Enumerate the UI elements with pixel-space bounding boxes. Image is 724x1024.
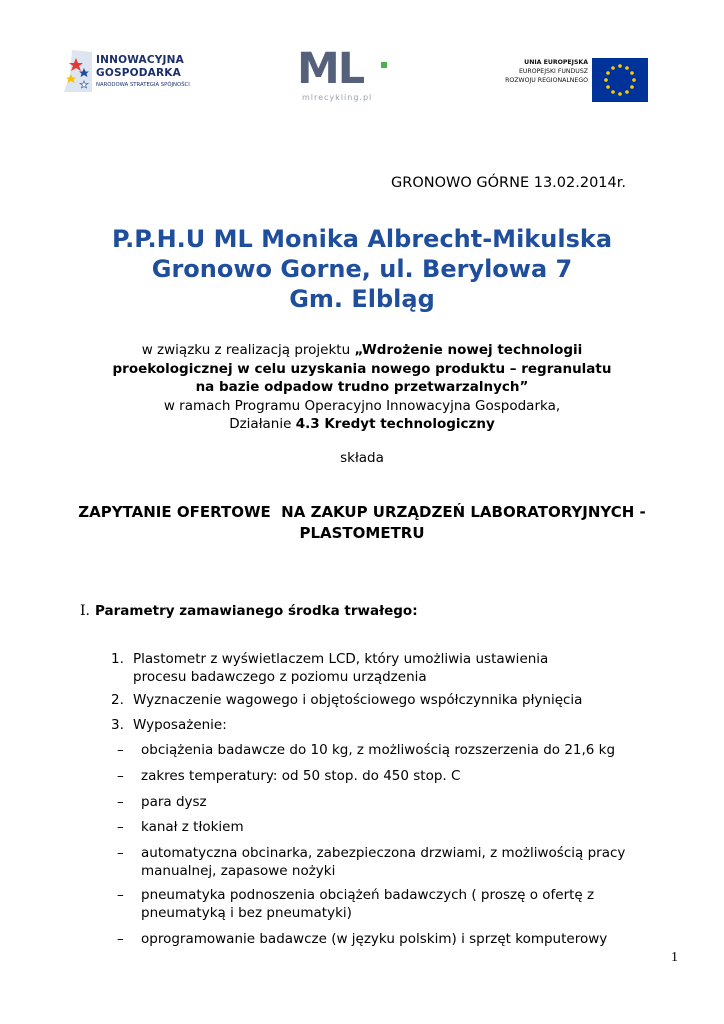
ml-mark: ML: [297, 44, 364, 94]
item-text: pneumatyka podnoszenia obciążeń badawczych ( proszę o ofertę z pneumatyką i bez pneumatyki): [141, 887, 595, 921]
dash-bullet: –: [117, 819, 124, 835]
item-text: Wyposażenie:: [133, 717, 227, 733]
item-number: 1.: [111, 651, 124, 667]
eu-line1: UNIA EUROPEJSKA: [524, 59, 588, 66]
item-number: 3.: [111, 717, 124, 733]
eu-flag-icon: [592, 58, 648, 102]
ml-accent-square: [381, 62, 387, 68]
intro-text: Działanie: [229, 416, 296, 432]
eu-line3: ROZWOJU REGIONALNEGO: [505, 77, 588, 85]
eu-logo: [503, 58, 648, 104]
dash-bullet: –: [117, 845, 124, 861]
section-heading: [80, 603, 418, 619]
intro-line-4: w ramach Programu Operacyjno Innowacyjna Gospodarka,: [163, 397, 561, 414]
innowacyjna-gospodarka-logo: [62, 48, 232, 100]
item-text: automatyczna obcinarka, zabezpieczona drzwiami, z możliwością pracy manualnej, zapasowe nożyki: [141, 845, 626, 879]
item-text: Plastometr z wyświetlaczem LCD, który umożliwia ustawienia procesu badawczego z poziomu urządzenia: [133, 651, 575, 685]
innowacyjna-text: INNOWACYJNA: [96, 54, 184, 66]
item-number: 2.: [111, 692, 124, 708]
intro-bold: 4.3 Kredyt technologiczny: [295, 416, 495, 432]
item-text: zakres temperatury: od 50 stop. do 450 stop. C: [141, 768, 461, 784]
item-text: para dysz: [141, 794, 207, 810]
intro-bold: „Wdrożenie nowej technologii: [354, 342, 583, 358]
dash-bullet: –: [117, 742, 124, 758]
sklada-text: składa: [340, 450, 384, 466]
dash-bullet: –: [117, 931, 124, 947]
company-title: [0, 224, 724, 314]
title-line-2: Gronowo Gorne, ul. Berylowa 7: [151, 255, 573, 283]
dash-bullet: –: [117, 794, 124, 810]
heading-line-1: ZAPYTANIE OFERTOWE NA ZAKUP URZĄDZEŃ LABORATORYJNYCH -: [78, 503, 646, 521]
title-line-3: Gm. Elbląg: [289, 285, 435, 313]
inquiry-heading: [40, 502, 684, 544]
intro-line-3: na bazie odpadow trudno przetwarzalnych”: [195, 379, 529, 395]
item-text: kanał z tłokiem: [141, 819, 244, 835]
gospodarka-text: GOSPODARKA: [96, 67, 181, 79]
page-number: 1: [671, 950, 678, 965]
strategia-text: NARODOWA STRATEGIA SPÓJNOŚCI: [96, 82, 190, 88]
dash-bullet: –: [117, 887, 124, 903]
ml-url-text: mlrecykling.pl: [302, 93, 373, 102]
section-number: I.: [80, 603, 90, 619]
stars-icon: [62, 48, 96, 94]
item-text: Wyznaczenie wagowego i objętościowego współczynnika płynięcia: [133, 692, 583, 708]
document-date: GRONOWO GÓRNE 13.02.2014r.: [391, 175, 626, 191]
item-text: oprogramowanie badawcze (w języku polskim) i sprzęt komputerowy: [141, 931, 608, 947]
eu-line2: EUROPEJSKI FUNDUSZ: [518, 68, 588, 76]
heading-line-2: PLASTOMETRU: [299, 524, 425, 542]
intro-line-2: proekologicznej w celu uzyskania nowego produktu – regranulatu: [112, 360, 612, 377]
title-line-1: P.P.H.U ML Monika Albrecht-Mikulska: [111, 225, 613, 253]
intro-text: w związku z realizacją projektu: [141, 342, 355, 358]
intro-line-5: [0, 415, 724, 434]
dash-bullet: –: [117, 768, 124, 784]
eu-text: [505, 58, 588, 86]
ml-recykling-logo: [297, 44, 395, 104]
section-label: Parametry zamawianego środka trwałego:: [94, 603, 418, 619]
intro-line-1: [0, 341, 724, 360]
project-intro: [0, 341, 724, 434]
item-text: obciążenia badawcze do 10 kg, z możliwością rozszerzenia do 21,6 kg: [141, 742, 616, 758]
